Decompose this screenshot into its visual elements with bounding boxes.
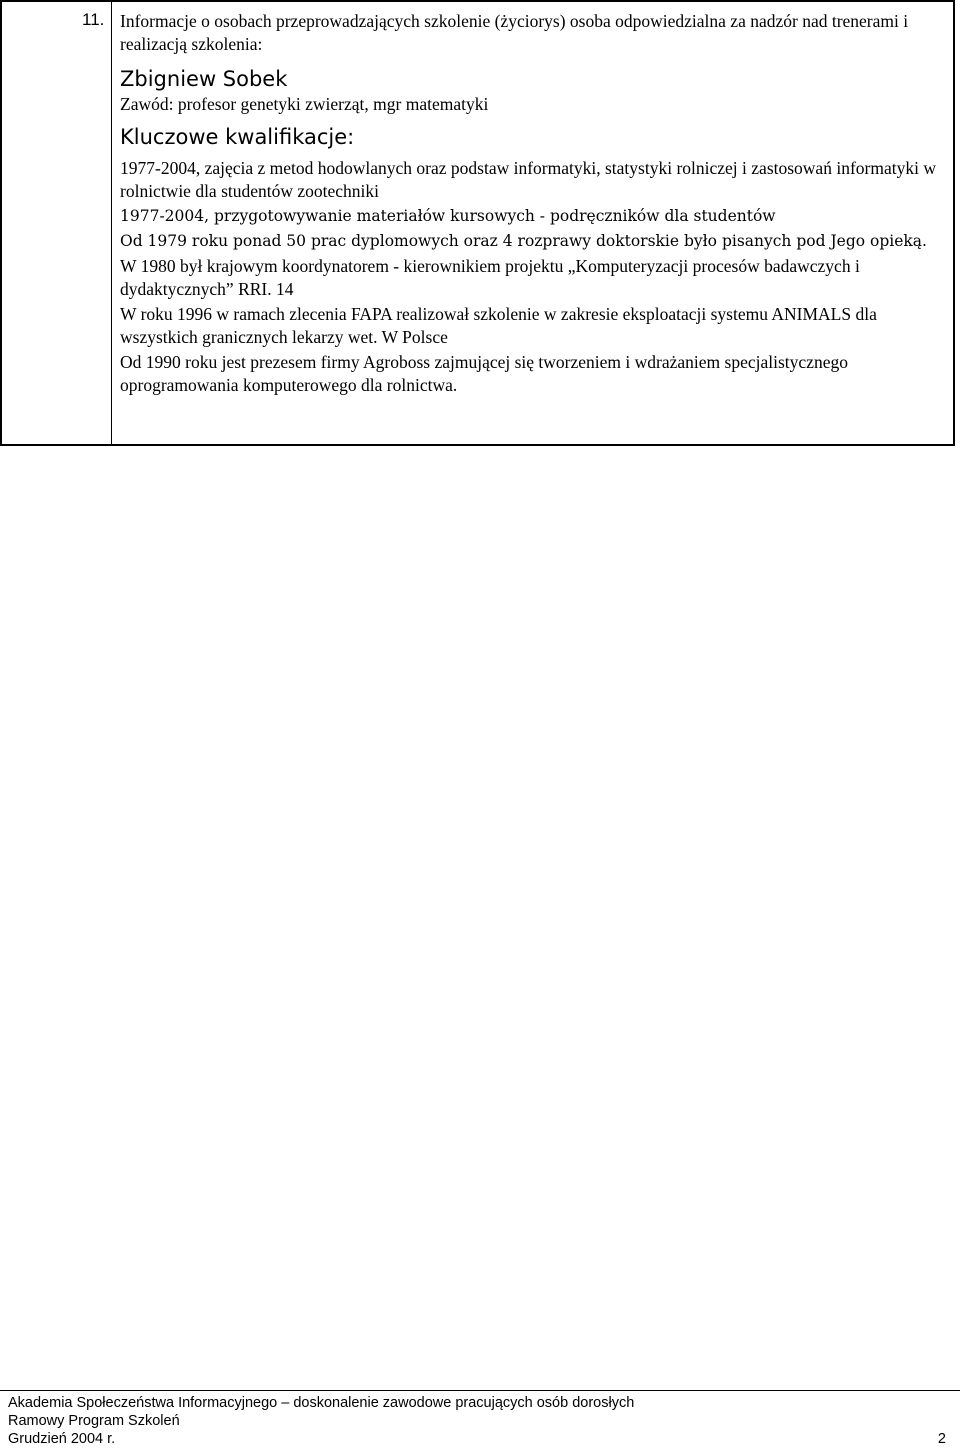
qualification-item: W roku 1996 w ramach zlecenia FAPA realizował szkolenie w zakresie eksploatacji systemu ANIMALS dla wszystkich granicznych lekarzy wet. W Polsce (120, 304, 877, 347)
qualification-item: 1977-2004, przygotowywanie materiałów kursowych - podręczników dla studentów (120, 207, 776, 225)
footer-date-line: Grudzień 2004 r. (8, 1431, 116, 1447)
section-number: 11. (82, 10, 105, 29)
person-name: Zbigniew Sobek (120, 67, 288, 91)
footer-org-line: Akademia Społeczeństwa Informacyjnego – doskonalenie zawodowe pracujących osób dorosłych (8, 1395, 635, 1411)
qualifications-title: Kluczowe kwalifikacje: (120, 125, 355, 149)
section-content (120, 10, 950, 399)
section-intro: Informacje o osobach przeprowadzających szkolenie (życiorys) osoba odpowiedzialna za nadzór nad trenerami i realizacją szkolenia: (120, 11, 909, 54)
page-footer (8, 1394, 953, 1448)
footer-divider (0, 1390, 960, 1391)
qualification-item: 1977-2004, zajęcia z metod hodowlanych oraz podstaw informatyki, statystyki rolniczej i zastosowań informatyki w rolnictwie dla studentów zootechniki (120, 158, 936, 201)
qualification-item: W 1980 był krajowym koordynatorem - kierownikiem projektu „Komputeryzacji procesów badawczych i dydaktycznych” RRI. 14 (120, 256, 860, 299)
person-profession: Zawód: profesor genetyki zwierząt, mgr matematyki (120, 94, 489, 114)
section-table (0, 0, 955, 446)
page-number: 2 (937, 1431, 946, 1447)
qualification-item: Od 1979 roku ponad 50 prac dyplomowych oraz 4 rozprawy doktorskie było pisanych pod Jego opieką. (120, 232, 927, 250)
number-column (2, 2, 112, 444)
qualification-item: Od 1990 roku jest prezesem firmy Agroboss zajmującej się tworzeniem i wdrażaniem specjalistycznego oprogramowania komputerowego dla rolnictwa. (120, 352, 848, 395)
footer-program-line: Ramowy Program Szkoleń (8, 1413, 180, 1429)
